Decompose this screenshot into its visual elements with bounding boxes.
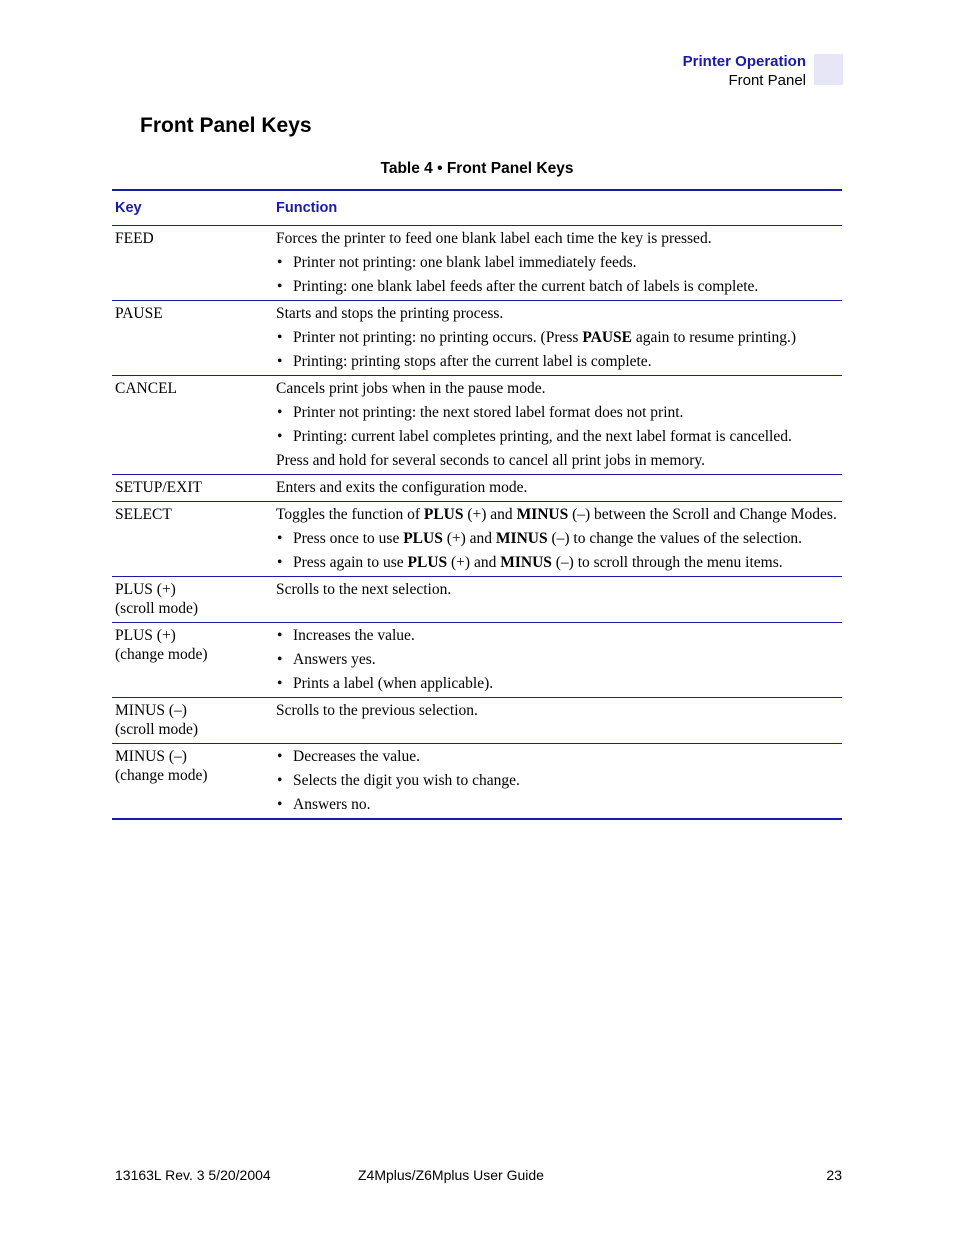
key-cell (112, 744, 273, 820)
function-cell (273, 376, 842, 475)
key-cell (112, 226, 273, 301)
text-segment: Prints a label (when applicable). (293, 675, 494, 692)
table-row (112, 226, 842, 301)
key-name-bold: PLUS (423, 506, 464, 523)
list-item (276, 529, 839, 548)
page-number: 23 (826, 1167, 842, 1183)
function-description (276, 478, 839, 497)
text-segment: Printer not printing: one blank label immediately feeds. (293, 254, 637, 271)
key-name-bold: MINUS (500, 554, 552, 571)
table-body (112, 226, 842, 820)
text-segment: Printer not printing: no printing occurs. (Press (293, 329, 583, 346)
table-row (112, 744, 842, 820)
front-panel-keys-table (112, 189, 842, 820)
function-description (276, 701, 839, 720)
list-item (276, 427, 839, 446)
key-label: (scroll mode) (115, 600, 199, 617)
list-item (276, 747, 839, 766)
key-name-bold: PLUS (403, 530, 443, 547)
function-cell (273, 744, 842, 820)
table-caption: Table 4 • Front Panel Keys (380, 160, 574, 177)
function-description (276, 379, 839, 398)
key-cell (112, 475, 273, 502)
function-description (276, 451, 839, 470)
list-item (276, 352, 839, 371)
list-item (276, 277, 839, 296)
key-name-bold: MINUS (516, 506, 569, 523)
guide-name: Z4Mplus/Z6Mplus User Guide (358, 1167, 544, 1183)
key-label: PAUSE (115, 305, 163, 322)
key-label: MINUS (–) (115, 702, 187, 719)
text-segment: Scrolls to the next selection. (276, 581, 452, 598)
key-name-bold: PAUSE (582, 329, 632, 346)
text-segment: (+) and (442, 530, 496, 547)
key-label: FEED (115, 230, 154, 247)
table-row (112, 577, 842, 623)
function-cell (273, 475, 842, 502)
table-row (112, 623, 842, 698)
key-label: SETUP/EXIT (115, 479, 202, 496)
text-segment: Printer not printing: the next stored label format does not print. (293, 404, 684, 421)
text-segment: Printing: current label completes printing, and the next label format is cancelled. (293, 428, 792, 445)
table-row (112, 502, 842, 577)
key-label: SELECT (115, 506, 172, 523)
function-cell (273, 577, 842, 623)
key-cell (112, 623, 273, 698)
key-label: PLUS (+) (115, 627, 176, 644)
text-segment: Increases the value. (293, 627, 415, 644)
function-description (276, 580, 839, 599)
section-title: Front Panel (728, 72, 806, 89)
list-item (276, 771, 839, 790)
key-label: CANCEL (115, 380, 177, 397)
chapter-title: Printer Operation (682, 53, 806, 70)
list-item (276, 795, 839, 814)
function-description (276, 229, 839, 248)
function-description (276, 304, 839, 323)
list-item (276, 328, 839, 347)
text-segment: Starts and stops the printing process. (276, 305, 504, 322)
list-item (276, 403, 839, 422)
function-cell (273, 623, 842, 698)
table-row (112, 698, 842, 744)
column-header-function: Function (273, 190, 842, 226)
key-label: PLUS (+) (115, 581, 176, 598)
text-segment: (+) and (463, 506, 517, 523)
table-row (112, 475, 842, 502)
text-segment: Printing: one blank label feeds after the current batch of labels is complete. (293, 278, 759, 295)
text-segment: Printing: printing stops after the current label is complete. (293, 353, 652, 370)
table-row (112, 301, 842, 376)
text-segment: Scrolls to the previous selection. (276, 702, 478, 719)
key-label: (change mode) (115, 646, 208, 663)
key-cell (112, 502, 273, 577)
page-title: Front Panel Keys (140, 114, 312, 137)
bullet-list (276, 328, 839, 371)
bullet-list (276, 747, 839, 814)
key-cell (112, 376, 273, 475)
list-item (276, 626, 839, 645)
text-segment: (+) and (447, 554, 501, 571)
function-cell (273, 301, 842, 376)
function-cell (273, 698, 842, 744)
thumb-tab (814, 54, 843, 85)
bullet-list (276, 403, 839, 446)
column-header-key: Key (112, 190, 273, 226)
bullet-list (276, 529, 839, 572)
text-segment: Enters and exits the configuration mode. (276, 479, 528, 496)
key-label: MINUS (–) (115, 748, 187, 765)
table-row (112, 376, 842, 475)
table-header-row (112, 190, 842, 226)
key-cell (112, 577, 273, 623)
key-name-bold: MINUS (495, 530, 548, 547)
text-segment: Forces the printer to feed one blank label each time the key is pressed. (276, 230, 712, 247)
key-label: (scroll mode) (115, 721, 199, 738)
text-segment: Answers yes. (293, 651, 376, 668)
running-header (683, 52, 806, 90)
text-segment: Press and hold for several seconds to cancel all print jobs in memory. (276, 452, 706, 469)
page-footer (112, 1167, 842, 1185)
document-id: 13163L Rev. 3 5/20/2004 (115, 1167, 271, 1183)
list-item (276, 553, 839, 572)
text-segment: Selects the digit you wish to change. (293, 772, 520, 789)
bullet-list (276, 253, 839, 296)
text-segment: (–) to change the values of the selection. (547, 530, 802, 547)
bullet-list (276, 626, 839, 693)
text-segment: Toggles the function of (276, 506, 424, 523)
key-name-bold: PLUS (407, 554, 448, 571)
function-cell (273, 502, 842, 577)
text-segment: again to resume printing.) (631, 329, 796, 346)
key-label: (change mode) (115, 767, 208, 784)
list-item (276, 650, 839, 669)
text-segment: Decreases the value. (293, 748, 420, 765)
text-segment: (–) to scroll through the menu items. (551, 554, 783, 571)
list-item (276, 253, 839, 272)
function-description (276, 505, 839, 524)
list-item (276, 674, 839, 693)
text-segment: Press once to use (293, 530, 404, 547)
text-segment: Cancels print jobs when in the pause mode. (276, 380, 546, 397)
key-cell (112, 301, 273, 376)
text-segment: (–) between the Scroll and Change Modes. (568, 506, 837, 523)
text-segment: Answers no. (293, 796, 371, 813)
key-cell (112, 698, 273, 744)
function-cell (273, 226, 842, 301)
text-segment: Press again to use (293, 554, 408, 571)
